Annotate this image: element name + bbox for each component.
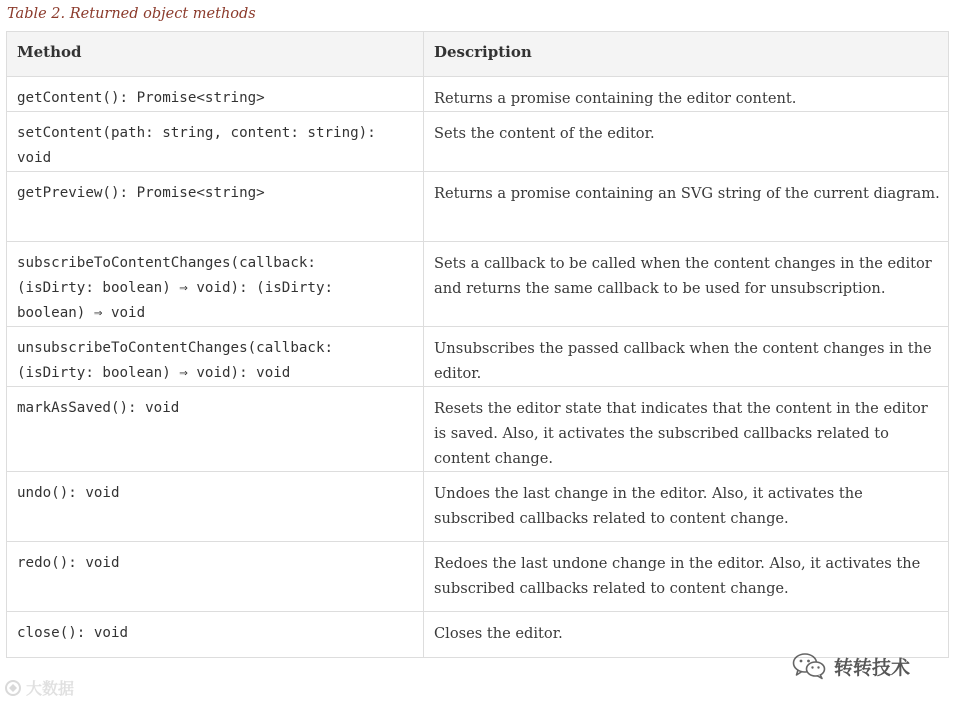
method-description: Sets the content of the editor. xyxy=(424,112,949,172)
method-description: Redoes the last undone change in the editor. Also, it activates the subscribed callbacks related to content change. xyxy=(424,542,949,612)
method-description: Unsubscribes the passed callback when the content changes in the editor. xyxy=(424,327,949,387)
method-signature-line: markAsSaved(): void xyxy=(17,400,180,416)
logo-icon xyxy=(4,679,22,697)
method-signature-line: (isDirty: boolean) ⇒ void): void xyxy=(17,365,291,381)
watermark-text: 转转技术 xyxy=(834,656,911,679)
wechat-watermark xyxy=(792,652,910,680)
method-signature-line: redo(): void xyxy=(17,555,120,571)
method-signature-line: close(): void xyxy=(17,625,129,641)
method-description: Returns a promise containing the editor content. xyxy=(424,77,949,112)
table-row xyxy=(7,112,949,172)
table-row xyxy=(7,472,949,542)
method-signature-line: getPreview(): Promise<string> xyxy=(17,185,265,201)
method-signature xyxy=(7,327,424,387)
method-signature-line: setContent(path: string, content: string): xyxy=(17,125,376,141)
method-description: Closes the editor. xyxy=(424,612,949,658)
method-signature-line: boolean) ⇒ void xyxy=(17,305,146,321)
table-row xyxy=(7,542,949,612)
column-header-description: Description xyxy=(424,32,949,77)
method-signature xyxy=(7,172,424,242)
method-description: Resets the editor state that indicates that the content in the editor is saved. Also, it activates the subscribed callbacks related to content change. xyxy=(424,387,949,472)
method-signature-line: void xyxy=(17,150,52,166)
method-signature xyxy=(7,242,424,327)
table-header-row xyxy=(7,32,949,77)
method-signature-line: (isDirty: boolean) ⇒ void): (isDirty: xyxy=(17,280,334,296)
method-description: Sets a callback to be called when the content changes in the editor and returns the same callback to be used for unsubscription. xyxy=(424,242,949,327)
method-signature xyxy=(7,612,424,658)
column-header-method: Method xyxy=(7,32,424,77)
method-signature xyxy=(7,77,424,112)
table-row xyxy=(7,612,949,658)
table-row xyxy=(7,77,949,112)
site-watermark xyxy=(4,676,74,699)
method-description: Returns a promise containing an SVG string of the current diagram. xyxy=(424,172,949,242)
table-caption: Table 2. Returned object methods xyxy=(7,6,256,22)
method-signature-line: undo(): void xyxy=(17,485,120,501)
table-row xyxy=(7,387,949,472)
method-signature xyxy=(7,542,424,612)
method-signature xyxy=(7,472,424,542)
wechat-icon xyxy=(792,652,826,680)
table-row xyxy=(7,172,949,242)
watermark-left-text: 大数据 xyxy=(26,679,75,698)
method-signature xyxy=(7,387,424,472)
method-signature-line: subscribeToContentChanges(callback: xyxy=(17,255,316,271)
method-signature-line: unsubscribeToContentChanges(callback: xyxy=(17,340,334,356)
table-row xyxy=(7,242,949,327)
methods-table xyxy=(6,31,949,658)
table-row xyxy=(7,327,949,387)
method-signature-line: getContent(): Promise<string> xyxy=(17,90,265,106)
method-description: Undoes the last change in the editor. Also, it activates the subscribed callbacks related to content change. xyxy=(424,472,949,542)
method-signature xyxy=(7,112,424,172)
